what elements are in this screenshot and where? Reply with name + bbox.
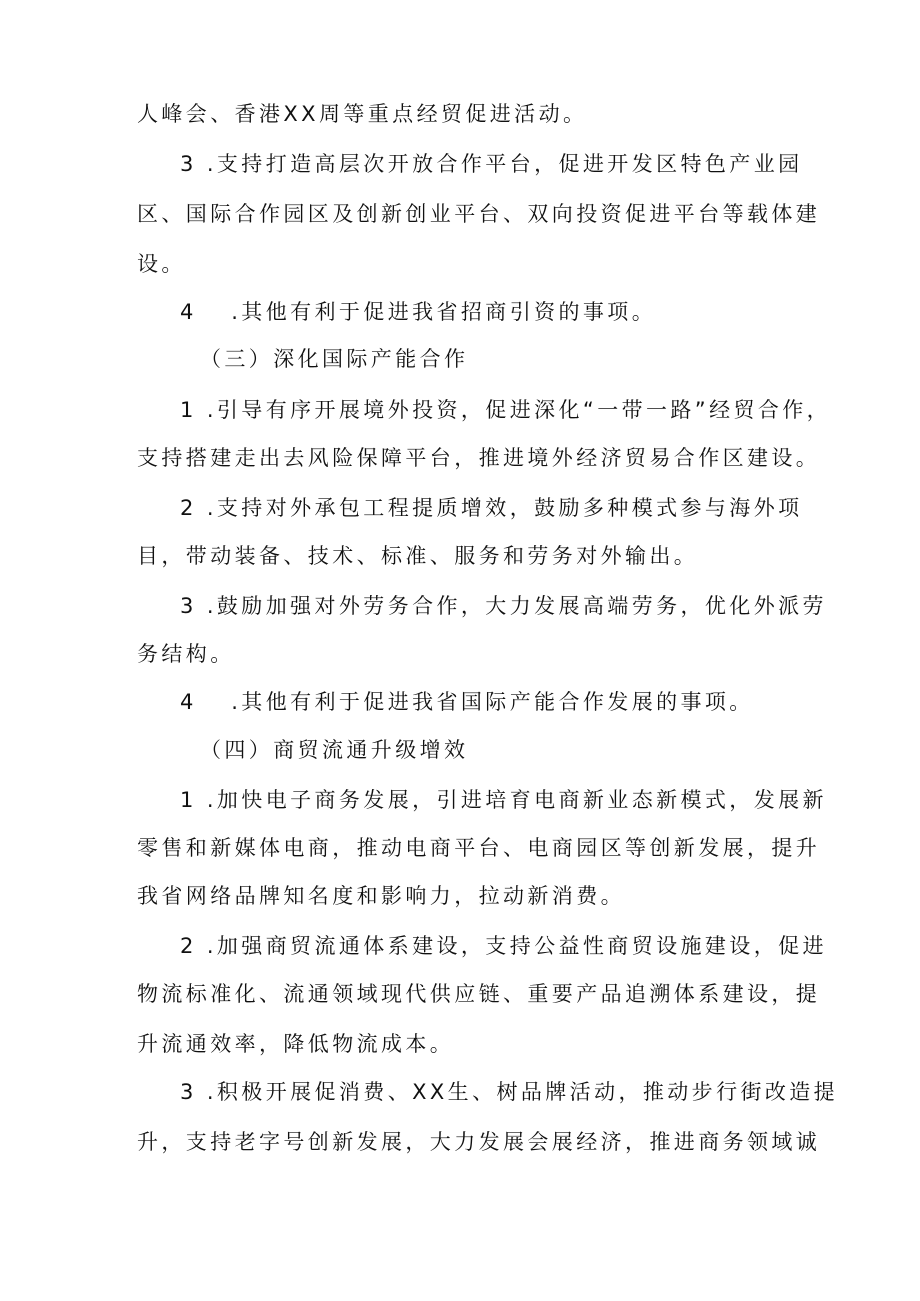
- text-line: 2 .支持对外承包工程提质增效，鼓励多种模式参与海外项: [180, 496, 803, 520]
- text-line: 1 .引导有序开展境外投资，促进深化“一带一路”经贸合作，: [180, 398, 832, 422]
- text-line: 设。: [137, 252, 186, 276]
- text-line: 区、国际合作园区及创新创业平台、双向投资促进平台等载体建: [137, 202, 821, 226]
- text-line: 零售和新媒体电商，推动电商平台、电商园区等创新发展，提升: [137, 836, 821, 860]
- text-line: 物流标准化、流通领域现代供应链、重要产品追溯体系建设，提: [137, 982, 821, 1006]
- text-line: 升，支持老字号创新发展，大力发展会展经济，推进商务领域诚: [137, 1130, 821, 1154]
- text-line: 升流通效率，降低物流成本。: [137, 1032, 455, 1056]
- text-line: 1 .加快电子商务发展，引进培育电商新业态新模式，发展新: [180, 788, 827, 812]
- text-line: 3 .积极开展促消费、XX生、树品牌活动，推动步行街改造提: [180, 1080, 839, 1104]
- text-line: 我省网络品牌知名度和影响力，拉动新消费。: [137, 884, 625, 908]
- text-line: 目，带动装备、技术、标准、服务和劳务对外输出。: [137, 544, 699, 568]
- text-line: 务结构。: [137, 642, 235, 666]
- text-line: 人峰会、香港XX周等重点经贸促进活动。: [137, 102, 588, 126]
- section-heading: （三）深化国际产能合作: [200, 347, 469, 371]
- text-line: 3 .支持打造高层次开放合作平台，促进开发区特色产业园: [180, 152, 803, 176]
- text-line: 2 .加强商贸流通体系建设，支持公益性商贸设施建设，促进: [180, 934, 827, 958]
- text-line: 3 .鼓励加强对外劳务合作，大力发展高端劳务，优化外派劳: [180, 594, 827, 618]
- text-line: 4 .其他有利于促进我省国际产能合作发展的事项。: [180, 690, 754, 714]
- text-line: 支持搭建走出去风险保障平台，推进境外经济贸易合作区建设。: [137, 446, 821, 470]
- text-line: 4 .其他有利于促进我省招商引资的事项。: [180, 300, 657, 324]
- section-heading: （四）商贸流通升级增效: [200, 738, 469, 762]
